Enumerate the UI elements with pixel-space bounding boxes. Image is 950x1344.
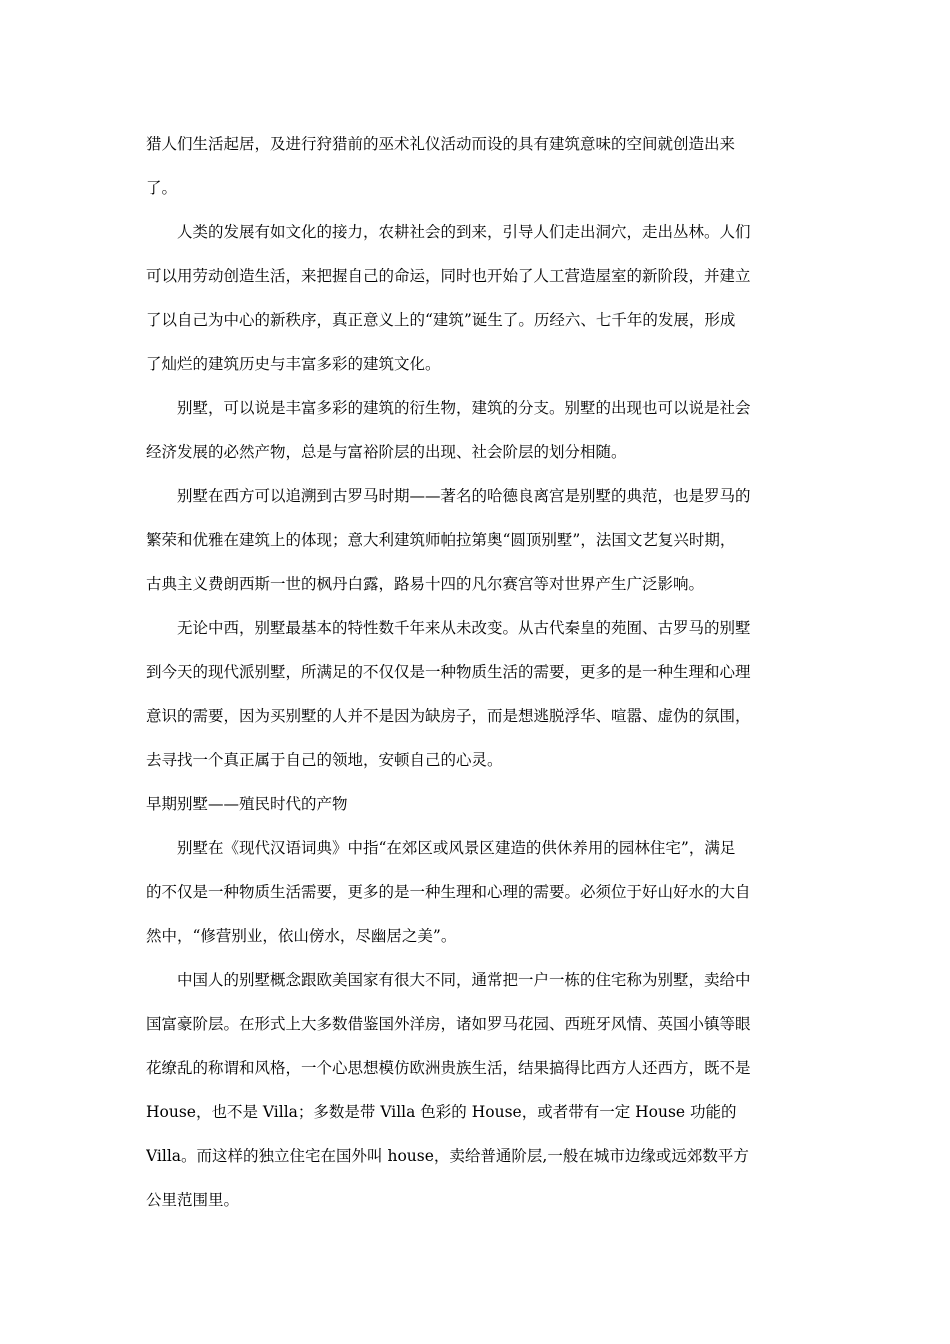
- paragraphs-after-heading: [146, 826, 806, 1222]
- text-line: 意识的需要，因为买别墅的人并不是因为缺房子，而是想逃脱浮华、喧嚣、虚伪的氛围，: [146, 707, 751, 725]
- paragraph: [146, 210, 806, 386]
- text-line: 猎人们生活起居，及进行狩猎前的巫术礼仪活动而设的具有建筑意味的空间就创造出来: [146, 135, 736, 153]
- paragraph: [146, 386, 806, 474]
- text-line: 去寻找一个真正属于自己的领地，安顿自己的心灵。: [146, 751, 503, 769]
- text-line: 到今天的现代派别墅，所满足的不仅仅是一种物质生活的需要，更多的是一种生理和心理: [146, 663, 751, 681]
- text-line: 然中，“修营别业，依山傍水，尽幽居之美”。: [146, 927, 457, 945]
- text-line: 人类的发展有如文化的接力，农耕社会的到来，引导人们走出洞穴，走出丛林。人们: [177, 223, 751, 241]
- text-line: 国富豪阶层。在形式上大多数借鉴国外洋房，诸如罗马花园、西班牙风情、英国小镇等眼: [146, 1015, 751, 1033]
- text-line: 了灿烂的建筑历史与丰富多彩的建筑文化。: [146, 355, 441, 373]
- text-line: 了。: [146, 179, 178, 197]
- text-line: 的不仅是一种物质生活需要，更多的是一种生理和心理的需要。必须位于好山好水的大自: [146, 883, 751, 901]
- text-line: 中国人的别墅概念跟欧美国家有很大不同，通常把一户一栋的住宅称为别墅，卖给中: [177, 971, 751, 989]
- paragraph: [146, 958, 806, 1222]
- text-line: 可以用劳动创造生活，来把握自己的命运，同时也开始了人工营造屋室的新阶段，并建立: [146, 267, 751, 285]
- text-line: 公里范围里。: [146, 1191, 240, 1209]
- text-line: 花缭乱的称谓和风格，一个心思想模仿欧洲贵族生活，结果搞得比西方人还西方，既不是: [146, 1059, 751, 1077]
- text-line: 别墅在《现代汉语词典》中指“在郊区或风景区建造的供休养用的园林住宅”，满足: [177, 839, 736, 857]
- section-heading: 早期别墅——殖民时代的产物: [146, 795, 348, 813]
- paragraph: [146, 474, 806, 606]
- paragraph: [146, 122, 806, 210]
- text-line: 别墅，可以说是丰富多彩的建筑的衍生物，建筑的分支。别墅的出现也可以说是社会: [177, 399, 751, 417]
- text-line: 繁荣和优雅在建筑上的体现；意大利建筑师帕拉第奥“圆顶别墅”，法国文艺复兴时期，: [146, 531, 736, 549]
- text-line: 古典主义费朗西斯一世的枫丹白露，路易十四的凡尔赛宫等对世界产生广泛影响。: [146, 575, 705, 593]
- text-line: Villa。而这样的独立住宅在国外叫 house，卖给普通阶层,一般在城市边缘或远郊数平方: [146, 1147, 749, 1165]
- text-line: 了以自己为中心的新秩序，真正意义上的“建筑”诞生了。历经六、七千年的发展，形成: [146, 311, 736, 329]
- paragraphs-before-heading: [146, 122, 806, 782]
- text-line: 别墅在西方可以追溯到古罗马时期——著名的哈德良离宫是别墅的典范，也是罗马的: [177, 487, 751, 505]
- document-body: [146, 122, 806, 1222]
- text-line: House，也不是 Villa；多数是带 Villa 色彩的 House，或者带有一定 House 功能的: [146, 1103, 737, 1121]
- paragraph: [146, 606, 806, 782]
- paragraph: [146, 826, 806, 958]
- text-line: 经济发展的必然产物，总是与富裕阶层的出现、社会阶层的划分相随。: [146, 443, 627, 461]
- text-line: 无论中西，别墅最基本的特性数千年来从未改变。从古代秦皇的苑囿、古罗马的别墅: [177, 619, 751, 637]
